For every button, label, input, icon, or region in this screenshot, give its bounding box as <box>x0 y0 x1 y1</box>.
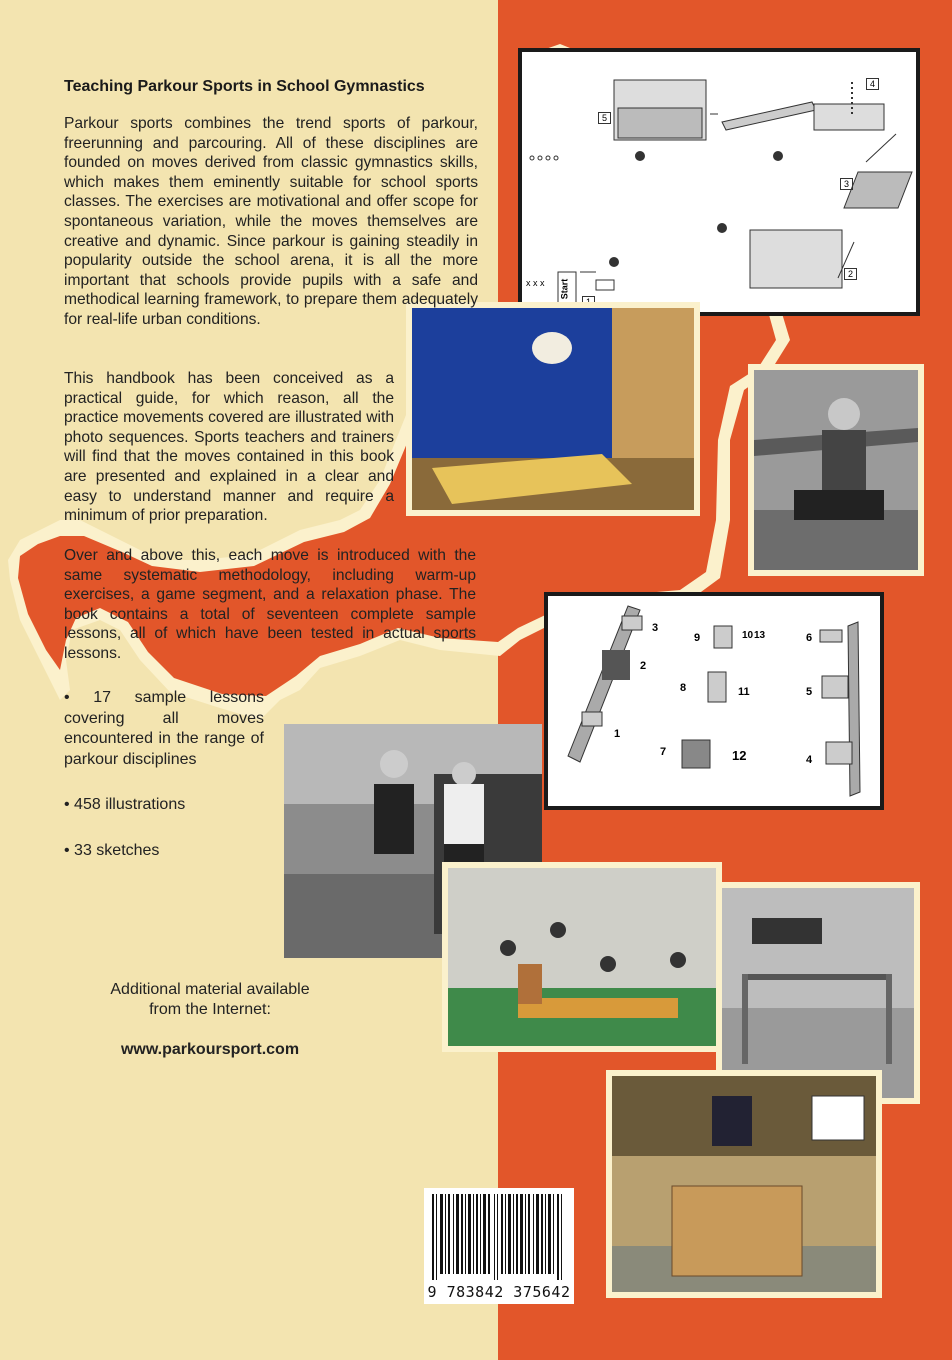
station-label-6: 6 <box>806 632 813 644</box>
additional-material-line-2: from the Internet: <box>149 1000 271 1018</box>
station-label-8: 8 <box>680 682 687 694</box>
additional-material-text <box>60 980 360 1019</box>
course-start-label: Start <box>559 278 570 300</box>
course-label-4: 4 <box>866 78 879 90</box>
course-start-marks: x x x <box>526 278 545 288</box>
photo-frame-boy-bar <box>748 364 924 576</box>
photo-frame-vault-sequence <box>442 862 722 1052</box>
handbook-paragraph: This handbook has been conceived as a practical guide, for which reason, all the practice movements covered are illustrated with photo sequences. Sports teachers and trainers will find that the moves contained in this book are presented and explained in a clear and easy to understand manner and require a minimum of prior preparation. <box>64 370 394 525</box>
bullet-sketches: • 33 sketches <box>64 842 160 859</box>
bullet-sample-lessons: • 17 sample lessons covering all moves encountered in the range of parkour disciplines <box>64 689 264 768</box>
photo-box-jump <box>612 1076 876 1292</box>
isbn-barcode <box>424 1188 574 1304</box>
photo-vault-sequence <box>448 868 716 1046</box>
station-label-3: 3 <box>652 622 659 634</box>
stations-drawing <box>548 596 880 806</box>
photo-frame-box-jump <box>606 1070 882 1298</box>
methodology-paragraph: Over and above this, each move is introduced with the same systematic methodology, including warm-up exercises, a game segment, and a relaxation phase. The book contains a total of seventeen complete sample lessons, all of which have been tested in actual sports lessons. <box>64 547 476 662</box>
station-label-7: 7 <box>660 746 667 758</box>
station-label-12: 12 <box>732 748 747 763</box>
photo-frame-blue-mat <box>406 302 700 516</box>
bullet-illustrations: • 458 illustrations <box>64 796 186 813</box>
station-label-2: 2 <box>640 660 647 672</box>
station-label-1: 1 <box>614 728 621 740</box>
course-plan-diagram <box>518 48 920 316</box>
station-label-11: 11 <box>738 686 750 698</box>
station-label-10: 10 <box>742 630 754 641</box>
additional-material-line-1: Additional material available <box>110 981 310 998</box>
photo-hurdle-jump <box>722 888 914 1098</box>
intro-paragraph: Parkour sports combines the trend sports of parkour, freerunning and parcouring. All of these disciplines are founded on moves derived from classic gymnastics skills, which makes them eminently suitable for school sports classes. The exercises are motivational and offer scope for spontaneous variation, while the moves themselves are creative and dynamic. Since parkour is gaining steadily in popularity outside the school arena, it is all the more important that schools provide pupils with a safe and methodical learning framework, to prepare them adequately for real-life urban conditions. <box>64 115 478 328</box>
photo-boy-bar <box>754 370 918 570</box>
stations-diagram <box>544 592 884 810</box>
station-label-9: 9 <box>694 632 701 644</box>
page-title: Teaching Parkour Sports in School Gymnastics <box>64 78 425 95</box>
station-label-13: 13 <box>754 630 766 641</box>
website-link[interactable]: www.parkoursport.com <box>120 1041 300 1058</box>
course-label-3: 3 <box>840 178 853 190</box>
photo-blue-mat <box>412 308 694 510</box>
barcode-bars <box>424 1188 574 1282</box>
station-label-4: 4 <box>806 754 813 766</box>
station-label-5: 5 <box>806 686 813 698</box>
course-label-5: 5 <box>598 112 611 124</box>
isbn-digits: 9 783842 375642 <box>427 1283 571 1301</box>
course-label-2: 2 <box>844 268 857 280</box>
